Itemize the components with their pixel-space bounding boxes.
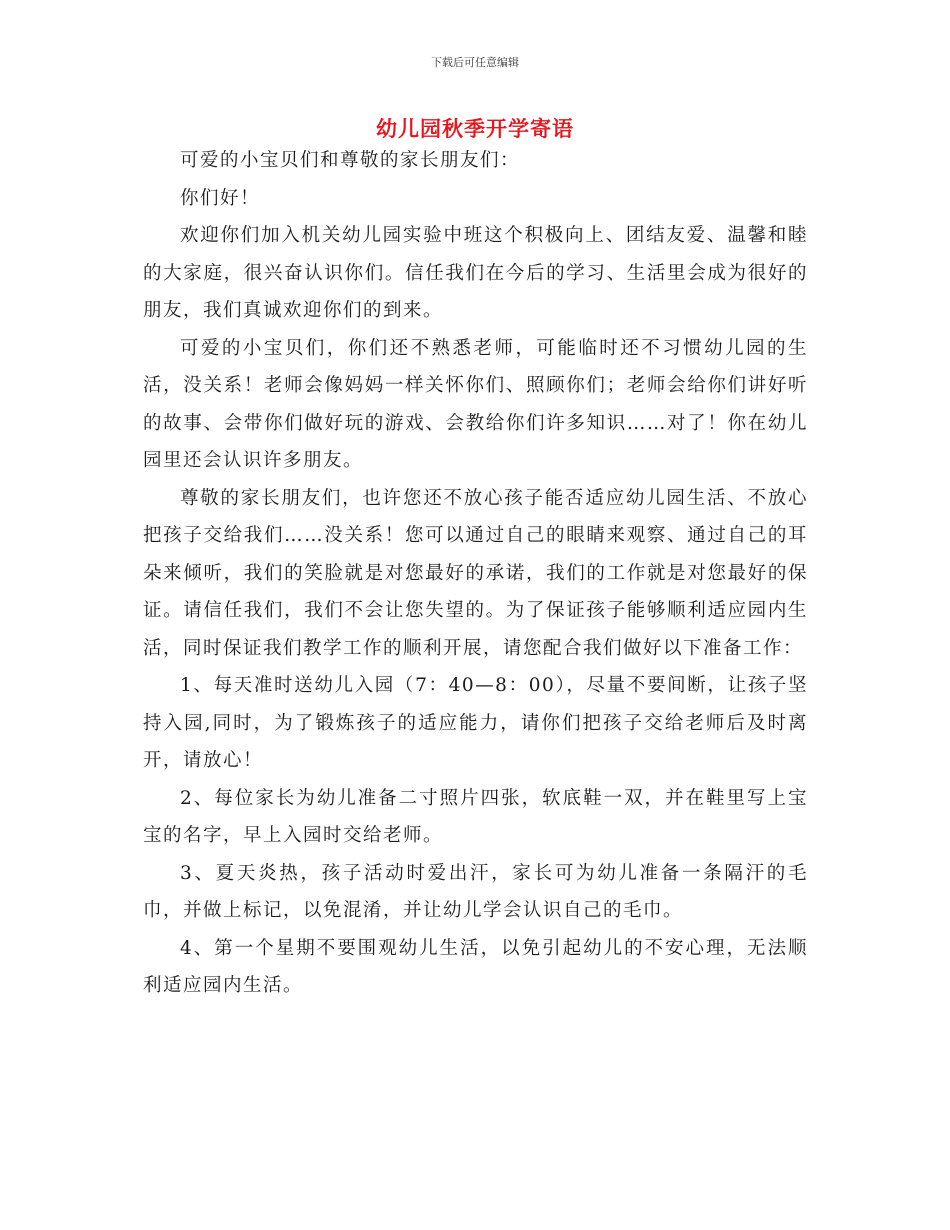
list-item-4: 4、第一个星期不要围观幼儿生活，以免引起幼儿的不安心理，无法顺利适应园内生活。 <box>143 937 808 996</box>
document-title: 幼儿园秋季开学寄语 <box>376 116 574 141</box>
list-item-3: 3、夏天炎热，孩子活动时爱出汗，家长可为幼儿准备一条隔汗的毛巾，并做上标记，以免混淆，并让幼儿学会认识自己的毛巾。 <box>143 862 808 921</box>
paragraph-parents: 尊敬的家长朋友们，也许您还不放心孩子能否适应幼儿园生活、不放心把孩子交给我们……没关系！您可以通过自己的眼睛来观察、通过自己的耳朵来倾听，我们的笑脸就是对您最好的承诺，我们的工作就是对您最好的保证。请信任我们，我们不会让您失望的。为了保证孩子能够顺利适应园内生活，同时保证我们教学工作的顺利开展，请您配合我们做好以下准备工作： <box>143 487 808 659</box>
paragraph-children: 可爱的小宝贝们，你们还不熟悉老师，可能临时还不习惯幼儿园的生活，没关系！老师会像妈妈一样关怀你们、照顾你们；老师会给你们讲好听的故事、会带你们做好玩的游戏、会教给你们许多知识……对了！你在幼儿园里还会认识许多朋友。 <box>143 337 808 471</box>
document-body <box>143 142 808 1005</box>
list-item-1: 1、每天准时送幼儿入园（7：40—8：00），尽量不要间断，让孩子坚持入园,同时，为了锻炼孩子的适应能力，请你们把孩子交给老师后及时离开，请放心！ <box>143 675 808 771</box>
header-note: 下载后可任意编辑 <box>431 56 519 69</box>
salutation: 可爱的小宝贝们和尊敬的家长朋友们： <box>180 150 521 171</box>
greeting: 你们好！ <box>180 187 261 209</box>
paragraph-welcome: 欢迎你们加入机关幼儿园实验中班这个积极向上、团结友爱、温馨和睦的大家庭，很兴奋认识你们。信任我们在今后的学习、生活里会成为很好的朋友，我们真诚欢迎你们的到来。 <box>143 225 808 321</box>
list-item-2: 2、每位家长为幼儿准备二寸照片四张，软底鞋一双，并在鞋里写上宝宝的名字，早上入园时交给老师。 <box>143 787 808 846</box>
